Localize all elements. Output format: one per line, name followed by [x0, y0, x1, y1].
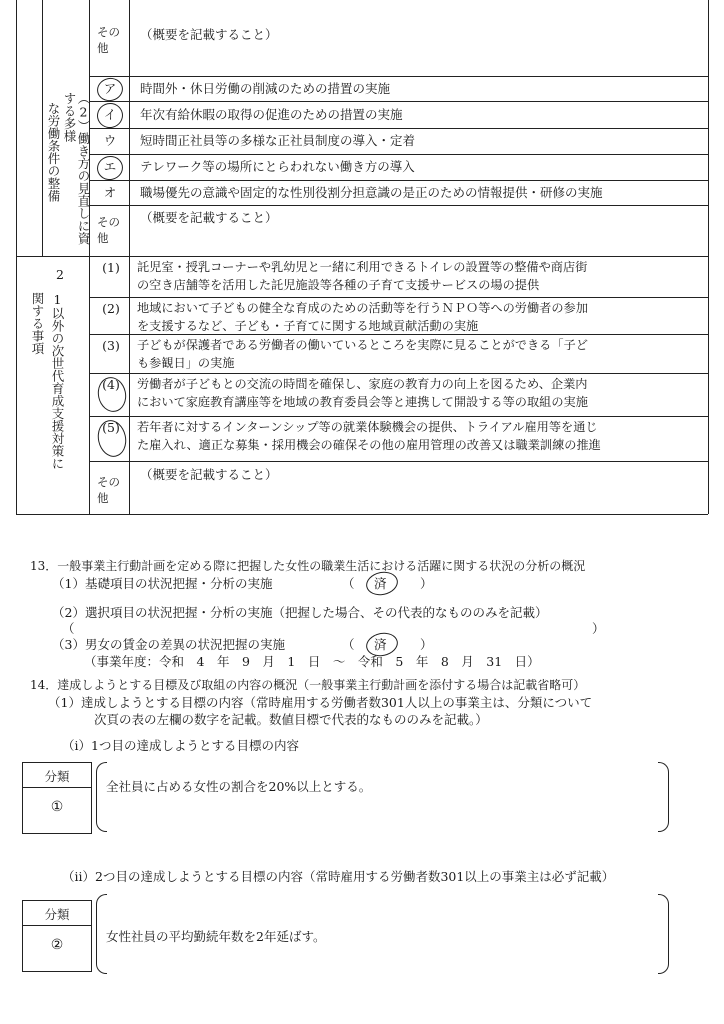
q13-item3-label: （3）男女の賃金の差異の状況把握の実施	[52, 637, 285, 652]
sec3-item-text-line: 労働者が子どもとの交流の時間を確保し、家庭の教育力の向上を図るため、企業内	[137, 377, 588, 391]
q13-item3-open: （	[342, 637, 355, 652]
sec2-item-marker: エ	[103, 159, 117, 174]
q14-title: 14．達成しようとする目標及び取組の内容の概況（一般事業主行動計画を添付する場合は記載省略可）	[30, 678, 586, 692]
row-line	[89, 128, 708, 129]
row-line	[89, 416, 708, 417]
q13-item1-close: ）	[420, 576, 433, 591]
sec2-item-marker: オ	[103, 184, 117, 200]
sec1-other-text: （概要を記載すること）	[140, 27, 278, 42]
sec3-item-text-line: 地域において子どもの健全な育成のための活動等を行うＮＰＯ等への労働者の参加	[137, 301, 588, 315]
q13-item3-close: ）	[420, 637, 433, 652]
sec2-other-text: （概要を記載すること）	[140, 210, 278, 225]
sec3-item-text-line: も参観日」の実施	[137, 356, 235, 370]
goal2-heading: （ⅱ）2つ目の達成しようとする目標の内容（常時雇用する労働者数301以上の事業主は必ず記載）	[62, 869, 615, 884]
sec3-item-text-line: を支援するなど、子ども・子育てに関する地域貢献活動の実施	[137, 319, 479, 333]
row-line	[89, 373, 708, 374]
class-box-divider	[23, 787, 91, 788]
sec2-item-text: 短時間正社員等の多様な正社員制度の導入・定着	[140, 133, 416, 148]
sec3-other-label: その他	[97, 475, 120, 505]
q13-fiscal-year: （事業年度：令和 4 年 9 月 1 日 〜 令和 5 年 8 月 31 日）	[84, 654, 540, 669]
goal1-heading: （ⅰ）1つ目の達成しようとする目標の内容	[62, 738, 299, 753]
row-line	[89, 101, 708, 102]
bracket-right-icon	[658, 894, 669, 974]
sec3-item-text-line: た雇入れ、適正な募集・採用機会の確保その他の雇用管理の改善又は職業訓練の推進	[137, 438, 601, 452]
sec3-item-marker: (3)	[102, 338, 120, 353]
table-border-left	[16, 0, 17, 514]
sec3-item-text-line: 託児室・授乳コーナーや乳幼児と一緒に利用できるトイレの設置等の整備や商店街	[137, 260, 588, 274]
sec2-item-text: 時間外・休日労働の削減のための措置の実施	[140, 80, 391, 96]
bracket-right-icon	[658, 762, 669, 832]
goal1-class-box	[22, 762, 92, 834]
selection-circle-icon	[95, 154, 125, 183]
q13-item1-value: 済	[374, 576, 387, 591]
sec3-number: 2	[56, 267, 64, 282]
q14-sub1-line2: 次頁の表の左欄の数字を記載。数値目標で代表的なもののみを記載。）	[94, 712, 488, 727]
q13-item2-label: （2）選択項目の状況把握・分析の実施（把握した場合、その代表的なもののみを記載）	[52, 605, 548, 620]
goal2-class-value: ②	[50, 937, 64, 953]
sec3-item-marker: (5)	[102, 420, 120, 435]
q13-item2-close: ）	[592, 621, 605, 636]
row-line	[89, 154, 708, 155]
sec3-item-text-line: 子どもが保護者である労働者の働いているところを実際に見ることができる「子ど	[137, 338, 588, 352]
q13-item1-open: （	[342, 576, 355, 591]
row-line	[89, 205, 708, 206]
selection-circle-icon	[95, 101, 126, 131]
class-box-divider	[23, 925, 91, 926]
sec3-item-marker: (1)	[102, 260, 120, 275]
sec3-item-text-line: において家庭教育講座等を地域の教育委員会等と連携して開設する等の取組の実施	[137, 395, 588, 409]
goal2-text: 女性社員の平均勤続年数を2年延ばす。	[106, 929, 326, 944]
sec3-label-col2: 関する事項	[30, 292, 45, 355]
goal2-class-box	[22, 900, 92, 972]
row-line	[89, 461, 708, 462]
sec3-item-text-line: 若年者に対するインターンシップ等の就業体験機会の提供、トライアル雇用等を通じ	[137, 420, 598, 434]
table-divider	[129, 0, 130, 514]
bracket-left-icon	[96, 762, 107, 832]
q13-item1-label: （1）基礎項目の状況把握・分析の実施	[52, 576, 273, 591]
sec2-label-col1: （2）働き方の見直しに資する多様	[62, 92, 91, 245]
q13-item2-open: （	[62, 621, 75, 636]
goal1-class-label: 分類	[44, 769, 70, 784]
row-line	[89, 76, 708, 77]
sec3-item-text-line: の空き店舗等を活用した託児施設等各種の子育て支援サービスの場の提供	[137, 278, 540, 292]
q14-sub1-line1: （1）達成しようとする目標の内容（常時雇用する労働者数301人以上の事業主は、分類について	[48, 695, 593, 710]
sec2-item-text: 職場優先の意識や固定的な性別役割分担意識の是正のための情報提供・研修の実施	[140, 184, 603, 200]
table-inner-border	[42, 0, 43, 256]
sec2-item-text: テレワーク等の場所にとらわれない働き方の導入	[140, 159, 415, 174]
sec2-item-marker: ア	[103, 80, 117, 96]
sec3-label-col1: 1以外の次世代育成支援対策に	[50, 292, 65, 470]
sec2-item-marker: イ	[103, 106, 117, 122]
row-line	[89, 180, 708, 181]
row-line	[89, 297, 708, 298]
sec1-other-label: その他	[97, 25, 120, 55]
sec2-item-text: 年次有給休暇の取得の促進のための措置の実施	[140, 106, 403, 122]
sec3-other-text: （概要を記載すること）	[140, 467, 278, 482]
q13-item3-value: 済	[374, 637, 387, 652]
table-border-bottom	[16, 514, 708, 515]
goal1-text: 全社員に占める女性の割合を20%以上とする。	[106, 779, 372, 794]
q13-title: 13．一般事業主行動計画を定める際に把握した女性の職業生活における活躍に関する状況の分析の概況	[30, 559, 586, 573]
goal1-class-value: ①	[50, 799, 64, 815]
sec3-item-marker: (2)	[102, 301, 120, 316]
sec3-item-marker: (4)	[102, 377, 120, 392]
table-divider	[89, 0, 90, 514]
table-border-right	[708, 0, 709, 514]
sec2-label-col2: な労働条件の整備	[46, 102, 61, 202]
sec2-other-label: その他	[97, 215, 120, 245]
section-line	[16, 256, 708, 257]
sec2-item-marker: ウ	[103, 133, 117, 148]
goal2-class-label: 分類	[44, 907, 70, 922]
